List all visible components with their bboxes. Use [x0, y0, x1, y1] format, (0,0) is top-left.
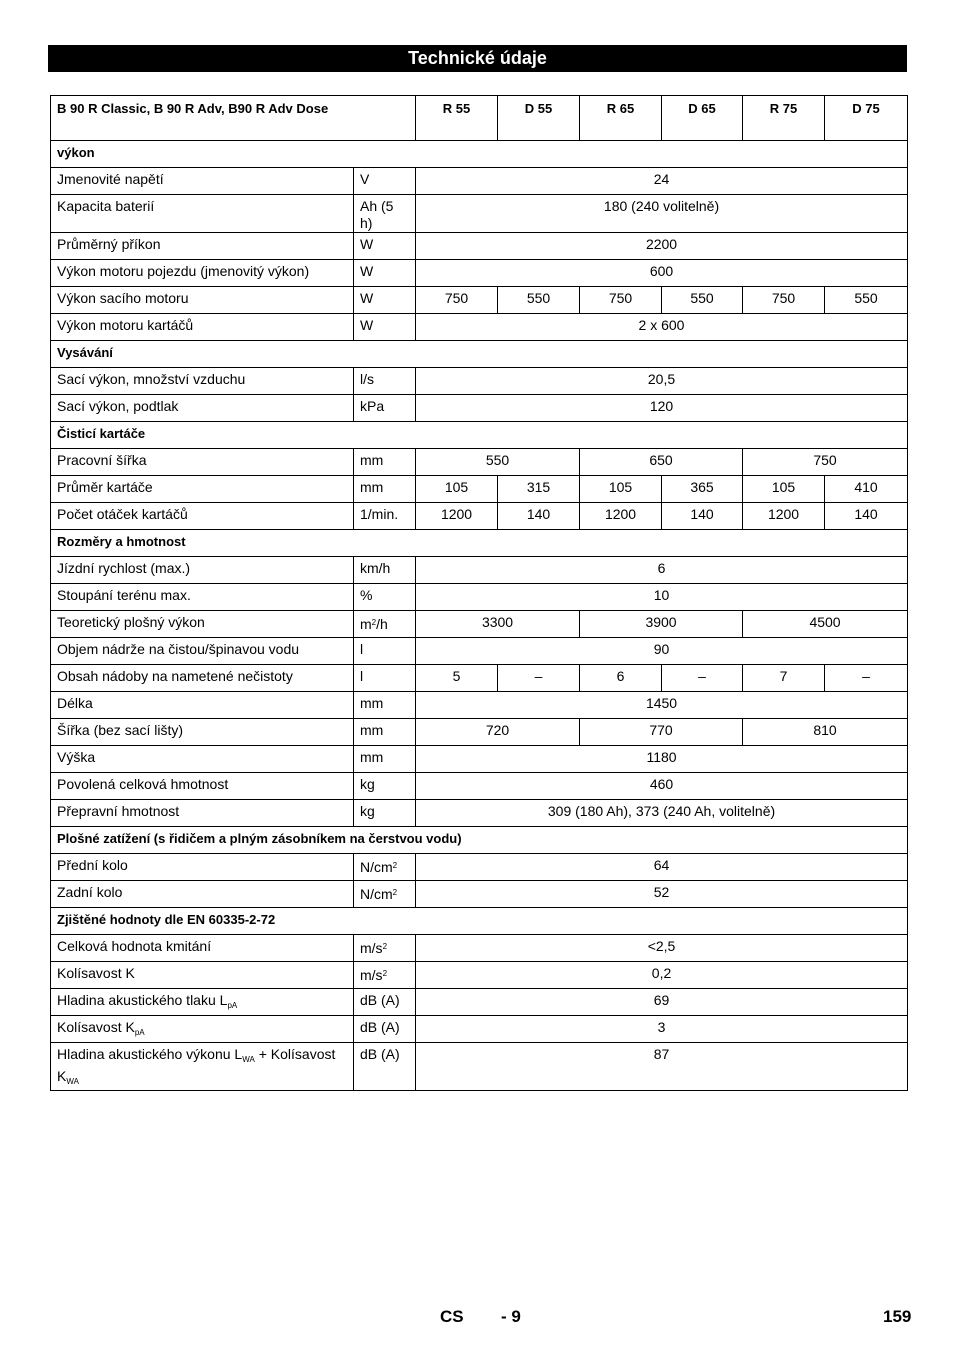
row-value: 2200 [416, 233, 908, 260]
row-value: 140 [498, 503, 580, 530]
row-label: Výkon motoru kartáčů [51, 314, 354, 341]
row-value: 1200 [416, 503, 498, 530]
table-row [51, 854, 908, 881]
row-value: 7 [743, 665, 825, 692]
row-value: 3900 [580, 611, 743, 638]
row-label: Jmenovité napětí [51, 168, 354, 195]
row-value: 460 [416, 773, 908, 800]
row-value: 315 [498, 476, 580, 503]
section-title: Plošné zatížení (s řidičem a plným zásobníkem na čerstvou vodu) [51, 827, 908, 854]
footer-language: CS [440, 1307, 464, 1326]
table-row [51, 638, 908, 665]
row-value: 0,2 [416, 962, 908, 989]
row-value: 720 [416, 719, 580, 746]
row-value: 69 [416, 989, 908, 1016]
row-label: Výkon sacího motoru [51, 287, 354, 314]
row-value: 750 [743, 449, 908, 476]
section-title: Rozměry a hmotnost [51, 530, 908, 557]
row-unit: Ah (5 h) [354, 195, 416, 233]
table-row [51, 395, 908, 422]
row-label: Přepravní hmotnost [51, 800, 354, 827]
row-unit: dB (A) [354, 1043, 416, 1091]
row-value: 6 [416, 557, 908, 584]
row-value: 180 (240 volitelně) [416, 195, 908, 233]
row-value: 750 [743, 287, 825, 314]
row-label: Kolísavost K [51, 962, 354, 989]
row-value: 87 [416, 1043, 908, 1091]
row-value: 1200 [580, 503, 662, 530]
row-label: Teoretický plošný výkon [51, 611, 354, 638]
row-value: 1200 [743, 503, 825, 530]
section-row [51, 422, 908, 449]
row-label: Průměrný příkon [51, 233, 354, 260]
row-value: 105 [416, 476, 498, 503]
row-label: Kapacita baterií [51, 195, 354, 233]
row-label: Počet otáček kartáčů [51, 503, 354, 530]
row-value: 90 [416, 638, 908, 665]
table-row [51, 611, 908, 638]
row-unit: W [354, 287, 416, 314]
row-label: Sací výkon, množství vzduchu [51, 368, 354, 395]
table-row [51, 503, 908, 530]
row-label: Výkon motoru pojezdu (jmenovitý výkon) [51, 260, 354, 287]
table-row [51, 692, 908, 719]
row-value: 64 [416, 854, 908, 881]
row-unit: mm [354, 692, 416, 719]
row-value: 410 [825, 476, 908, 503]
row-value: 105 [580, 476, 662, 503]
row-value: 1450 [416, 692, 908, 719]
row-label: Objem nádrže na čistou/špinavou vodu [51, 638, 354, 665]
row-label: Hladina akustického výkonu $L_{WA}$ + Kolísavost $K_{WA}$ [51, 1043, 354, 1091]
row-value: 550 [662, 287, 743, 314]
row-label: Stoupání terénu max. [51, 584, 354, 611]
column-header: R 55 [416, 96, 498, 141]
section-row [51, 827, 908, 854]
row-label: Šířka (bez sací lišty) [51, 719, 354, 746]
table-row [51, 287, 908, 314]
table-row [51, 1043, 908, 1091]
table-row [51, 168, 908, 195]
row-label: Jízdní rychlost (max.) [51, 557, 354, 584]
row-value: 750 [416, 287, 498, 314]
row-unit: mm [354, 719, 416, 746]
row-unit: l [354, 665, 416, 692]
row-label: Kolísavost $K_{pA}$ [51, 1016, 354, 1043]
row-value: 770 [580, 719, 743, 746]
row-value: 24 [416, 168, 908, 195]
row-unit: $m/s^2$ [354, 935, 416, 962]
row-label: Povolená celková hmotnost [51, 773, 354, 800]
row-unit: % [354, 584, 416, 611]
table-row [51, 260, 908, 287]
row-unit: W [354, 233, 416, 260]
table-row [51, 773, 908, 800]
row-label: Hladina akustického tlaku $L_{pA}$ [51, 989, 354, 1016]
row-value: 140 [662, 503, 743, 530]
row-unit: $m^2/h$ [354, 611, 416, 638]
row-value: 550 [825, 287, 908, 314]
row-value: 6 [580, 665, 662, 692]
row-unit: l [354, 638, 416, 665]
row-value: 140 [825, 503, 908, 530]
table-row [51, 195, 908, 233]
row-value: 3300 [416, 611, 580, 638]
column-header: D 65 [662, 96, 743, 141]
table-header-row [51, 96, 908, 141]
row-label: Přední kolo [51, 854, 354, 881]
row-unit: $N/cm^2$ [354, 881, 416, 908]
section-title: Zjištěné hodnoty dle EN 60335-2-72 [51, 908, 908, 935]
footer-section-page: - 9 [501, 1307, 521, 1326]
row-value: 1180 [416, 746, 908, 773]
row-label: Sací výkon, podtlak [51, 395, 354, 422]
section-title: Vysávání [51, 341, 908, 368]
table-row [51, 314, 908, 341]
row-unit: mm [354, 746, 416, 773]
row-value: – [662, 665, 743, 692]
row-label: Výška [51, 746, 354, 773]
row-label: Obsah nádoby na nametené nečistoty [51, 665, 354, 692]
table-row [51, 233, 908, 260]
row-label: Zadní kolo [51, 881, 354, 908]
table-row [51, 476, 908, 503]
column-header: D 55 [498, 96, 580, 141]
section-title: výkon [51, 141, 908, 168]
column-header: D 75 [825, 96, 908, 141]
row-label: Délka [51, 692, 354, 719]
row-label: Celková hodnota kmitání [51, 935, 354, 962]
row-unit: W [354, 260, 416, 287]
section-row [51, 530, 908, 557]
table-row [51, 368, 908, 395]
row-unit: mm [354, 449, 416, 476]
table-row [51, 584, 908, 611]
section-row [51, 141, 908, 168]
row-value: – [498, 665, 580, 692]
section-row [51, 341, 908, 368]
row-unit: dB (A) [354, 1016, 416, 1043]
row-unit: 1/min. [354, 503, 416, 530]
footer-page-number: 159 [883, 1307, 912, 1326]
row-value: 3 [416, 1016, 908, 1043]
row-value: 5 [416, 665, 498, 692]
section-row [51, 908, 908, 935]
model-name: B 90 R Classic, B 90 R Adv, B90 R Adv Dose [51, 96, 416, 141]
row-value: <2,5 [416, 935, 908, 962]
row-unit: dB (A) [354, 989, 416, 1016]
technical-data-table [50, 95, 908, 1091]
table-row [51, 800, 908, 827]
row-value: 810 [743, 719, 908, 746]
table-row [51, 719, 908, 746]
table-row [51, 665, 908, 692]
row-unit: kPa [354, 395, 416, 422]
row-value: 10 [416, 584, 908, 611]
row-unit: W [354, 314, 416, 341]
row-value: 20,5 [416, 368, 908, 395]
row-value: 2 x 600 [416, 314, 908, 341]
row-value: – [825, 665, 908, 692]
section-title: Čisticí kartáče [51, 422, 908, 449]
row-value: 550 [498, 287, 580, 314]
table-row [51, 1016, 908, 1043]
row-value: 550 [416, 449, 580, 476]
column-header: R 65 [580, 96, 662, 141]
table-row [51, 962, 908, 989]
page-title: Technické údaje [48, 45, 907, 72]
row-value: 365 [662, 476, 743, 503]
row-value: 105 [743, 476, 825, 503]
table-row [51, 746, 908, 773]
row-unit: mm [354, 476, 416, 503]
row-unit: l/s [354, 368, 416, 395]
row-unit: kg [354, 800, 416, 827]
row-unit: $m/s^2$ [354, 962, 416, 989]
column-header: R 75 [743, 96, 825, 141]
table-row [51, 449, 908, 476]
row-value: 750 [580, 287, 662, 314]
table-row [51, 935, 908, 962]
table-row [51, 989, 908, 1016]
row-value: 650 [580, 449, 743, 476]
row-value: 4500 [743, 611, 908, 638]
row-unit: V [354, 168, 416, 195]
row-unit: $N/cm^2$ [354, 854, 416, 881]
row-value: 600 [416, 260, 908, 287]
table-row [51, 881, 908, 908]
row-unit: kg [354, 773, 416, 800]
row-label: Pracovní šířka [51, 449, 354, 476]
row-unit: km/h [354, 557, 416, 584]
row-value: 120 [416, 395, 908, 422]
row-value: 309 (180 Ah), 373 (240 Ah, volitelně) [416, 800, 908, 827]
row-label: Průměr kartáče [51, 476, 354, 503]
table-row [51, 557, 908, 584]
row-value: 52 [416, 881, 908, 908]
